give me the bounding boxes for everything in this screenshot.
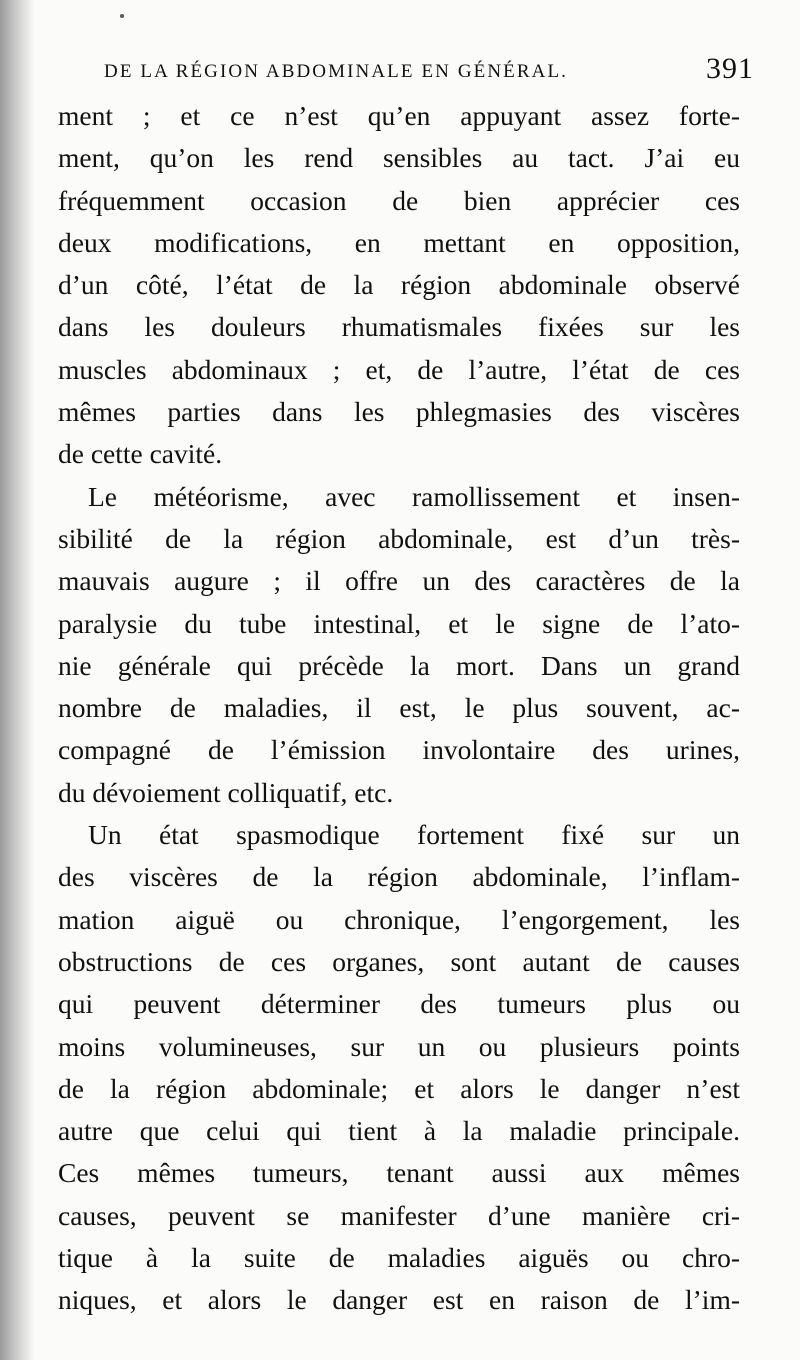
ink-speck <box>120 14 124 18</box>
text-line: ment, qu’on les rend sensibles au tact. J’ai eu <box>58 142 740 174</box>
text-line: nombre de maladies, il est, le plus souvent, ac- <box>58 692 740 724</box>
text-line: mation aiguë ou chronique, l’engorgement, les <box>58 903 740 935</box>
text-line: fréquemment occasion de bien apprécier ces <box>58 184 740 216</box>
text-line: moins volumineuses, sur un ou plusieurs points <box>58 1030 740 1062</box>
text-line: qui peuvent déterminer des tumeurs plus ou <box>58 988 740 1020</box>
text-line: deux modifications, en mettant en opposition, <box>58 226 740 258</box>
text-line: mauvais augure ; il offre un des caractères de la <box>58 565 740 597</box>
text-line: de cette cavité. <box>58 438 223 470</box>
text-line: muscles abdominaux ; et, de l’autre, l’état de ces <box>58 353 740 385</box>
text-line: dans les douleurs rhumatismales fixées sur les <box>58 311 740 343</box>
page-header <box>104 52 754 92</box>
text-line: causes, peuvent se manifester d’une manière cri- <box>58 1199 740 1231</box>
text-line: Ces mêmes tumeurs, tenant aussi aux mêmes <box>58 1157 740 1189</box>
text-line: nie générale qui précède la mort. Dans un grand <box>58 649 740 681</box>
text-line: niques, et alors le danger est en raison de l’im- <box>58 1284 740 1316</box>
running-head: DE LA RÉGION ABDOMINALE EN GÉNÉRAL. <box>104 61 569 82</box>
text-line: mêmes parties dans les phlegmasies des viscères <box>58 396 740 428</box>
text-line: tique à la suite de maladies aiguës ou chro- <box>58 1242 740 1274</box>
paragraph-first-line: Le météorisme, avec ramollissement et insen- <box>88 480 740 512</box>
text-line: ment ; et ce n’est qu’en appuyant assez forte- <box>58 100 740 131</box>
text-line: paralysie du tube intestinal, et le signe de l’ato- <box>58 607 740 639</box>
text-line: obstructions de ces organes, sont autant de causes <box>58 945 740 977</box>
text-line: autre que celui qui tient à la maladie principale. <box>58 1115 740 1147</box>
text-line: du dévoiement colliquatif, etc. <box>58 776 394 808</box>
text-line: des viscères de la région abdominale, l’inflam- <box>58 861 740 893</box>
text-line: d’un côté, l’état de la région abdominale observé <box>58 269 740 301</box>
body-text <box>58 95 740 1322</box>
page-gutter-shadow <box>0 0 34 1360</box>
text-line: sibilité de la région abdominale, est d’un très- <box>58 522 740 554</box>
text-line: compagné de l’émission involontaire des urines, <box>58 734 740 766</box>
text-line: de la région abdominale; et alors le danger n’est <box>58 1072 740 1104</box>
page-number: 391 <box>706 52 754 85</box>
paragraph-first-line: Un état spasmodique fortement fixé sur un <box>88 819 740 851</box>
